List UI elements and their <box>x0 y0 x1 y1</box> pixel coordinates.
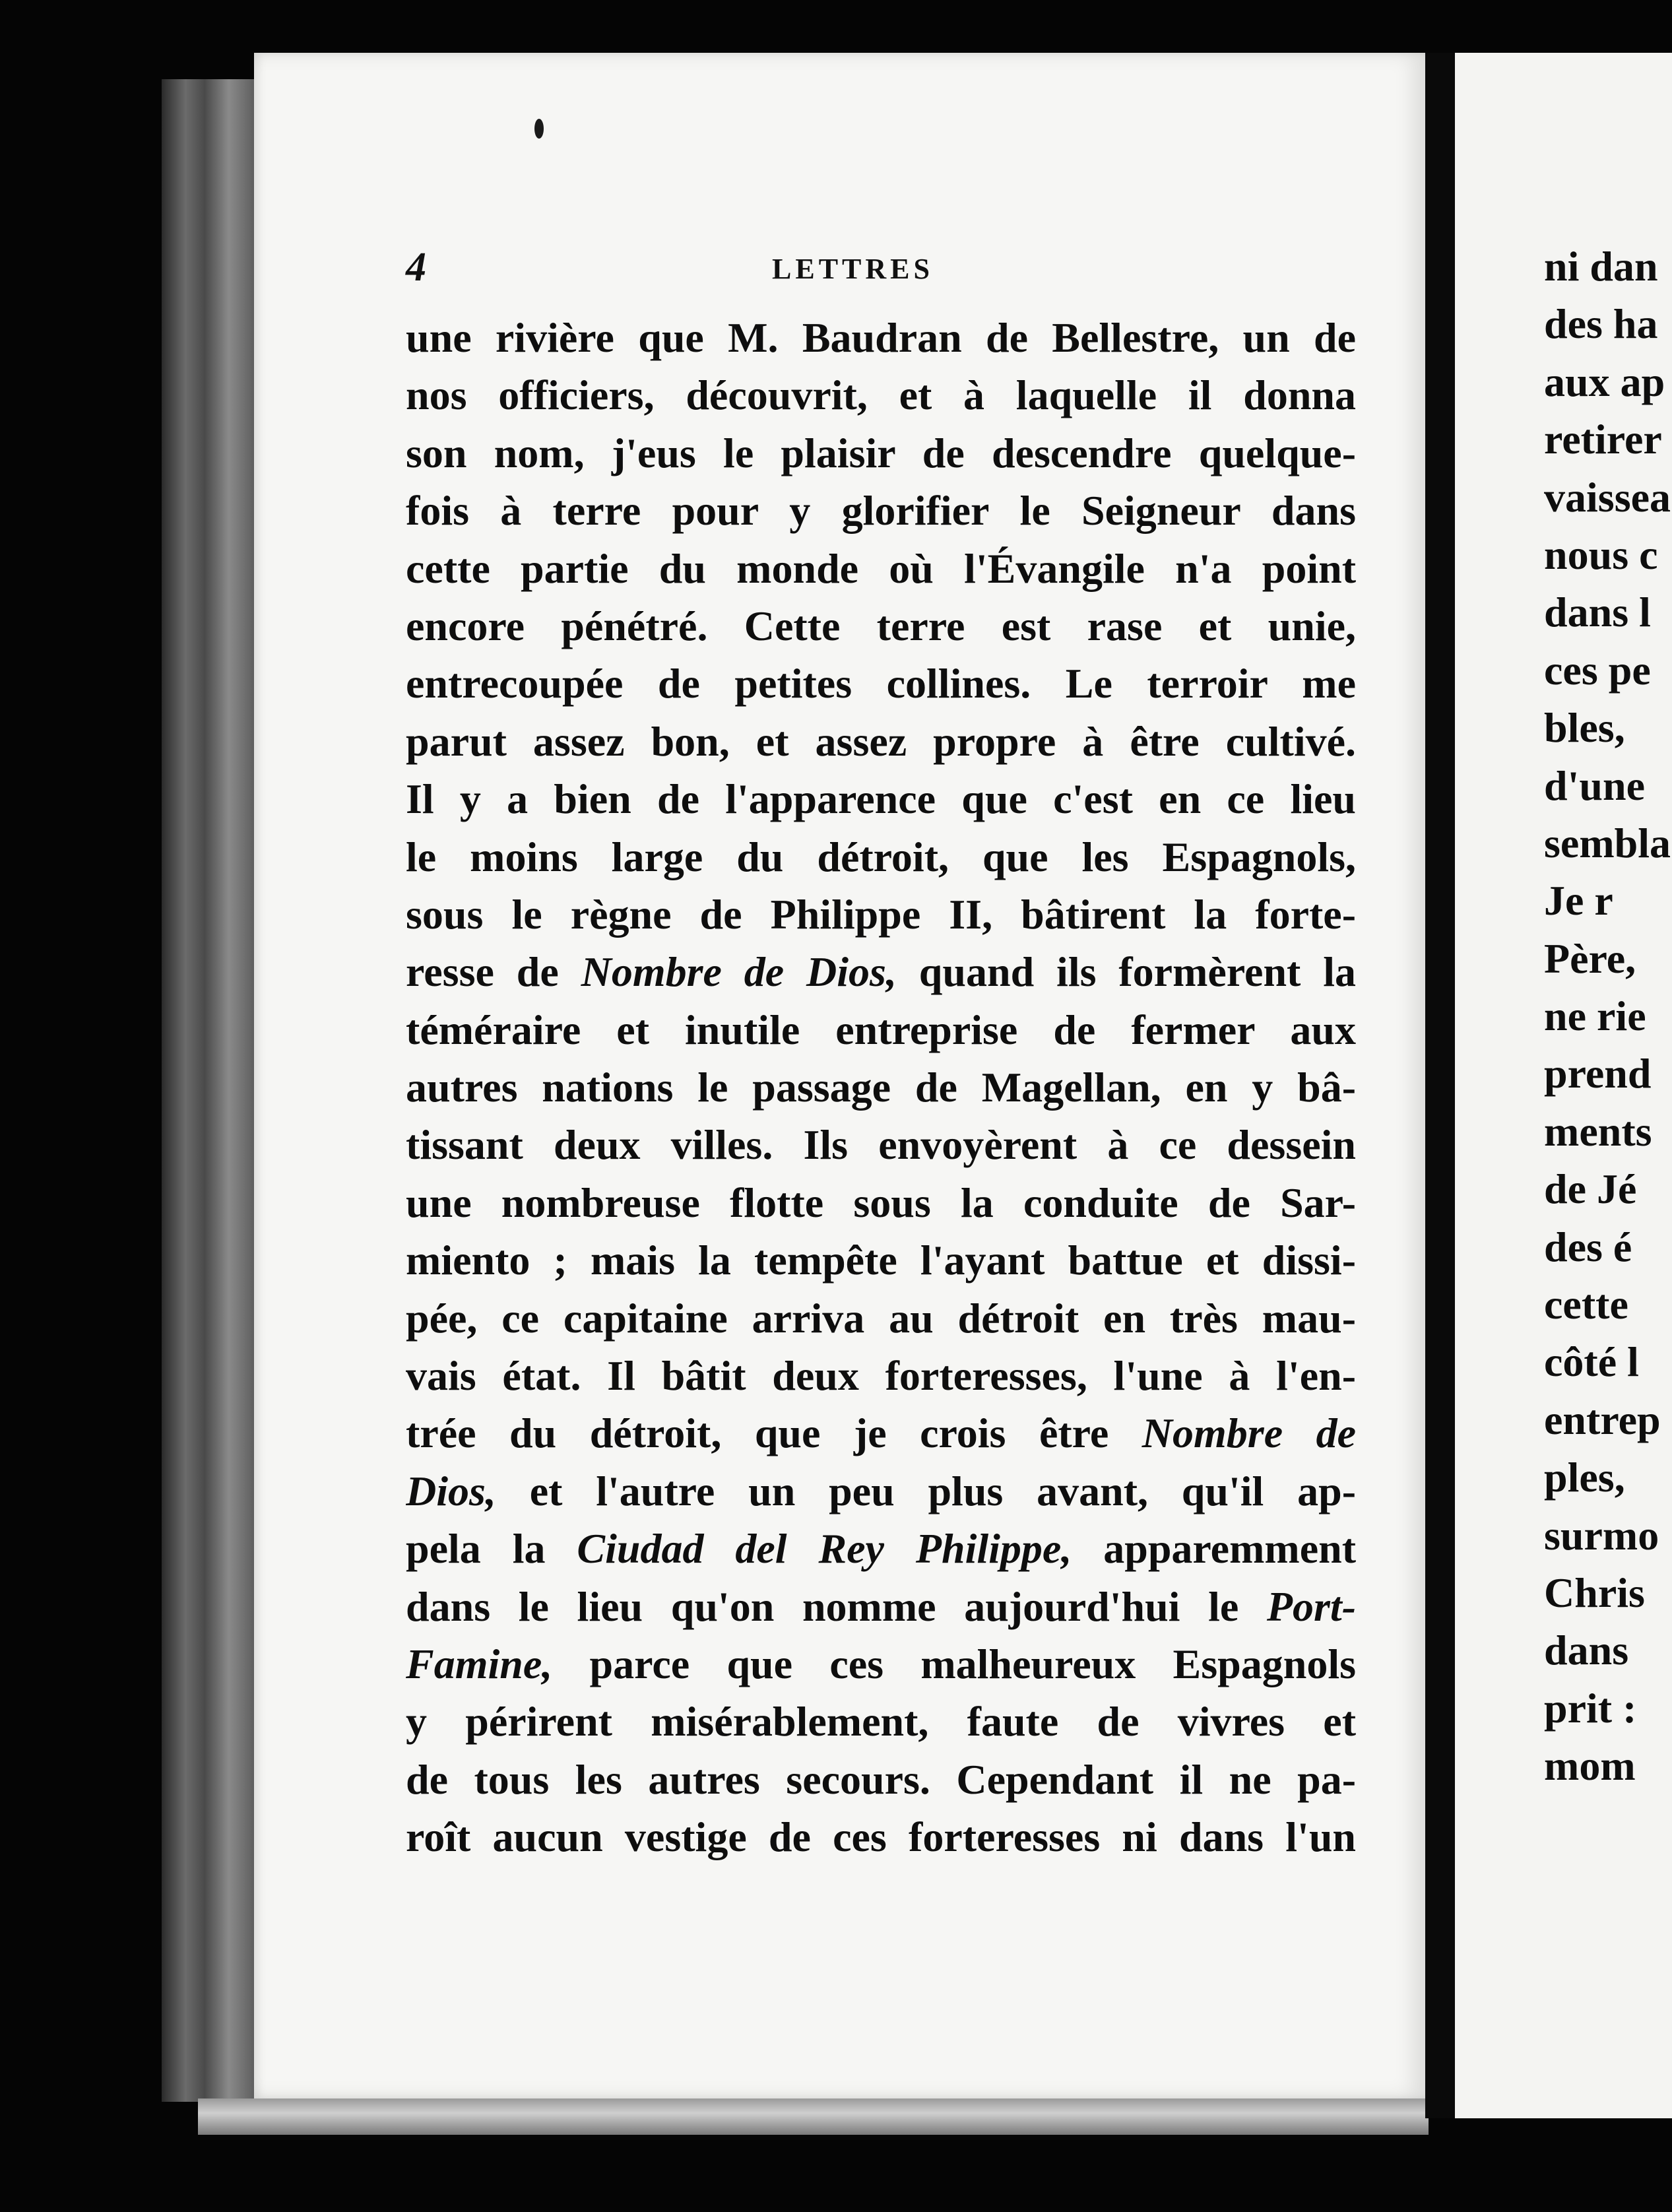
text-segment: de tous les autres secours. Cependant il ne pa- <box>406 1755 1356 1803</box>
italic-segment: Famine, <box>406 1640 553 1687</box>
italic-segment: Ciudad del Rey Philippe, <box>577 1525 1072 1573</box>
text-line <box>406 828 1356 886</box>
text-segment: une nombreuse flotte sous la conduite de Sar- <box>406 1179 1356 1226</box>
right-text-line: mom <box>1544 1742 1636 1790</box>
text-line <box>406 1751 1356 1808</box>
text-segment: resse de <box>406 948 581 996</box>
book-edge <box>162 79 257 2102</box>
text-segment: nos officiers, découvrit, et à laquelle il donna <box>406 372 1356 419</box>
italic-segment: Dios, <box>406 1467 496 1514</box>
left-page-text <box>406 309 1356 1866</box>
text-line <box>406 309 1356 366</box>
text-segment: apparemment <box>1072 1525 1356 1573</box>
text-segment: encore pénétré. Cette terre est rase et unie, <box>406 602 1356 649</box>
text-segment: parut assez bon, et assez propre à être cultivé. <box>406 717 1356 765</box>
text-line <box>406 1635 1356 1693</box>
running-head: LETTRES <box>772 253 934 285</box>
text-line <box>406 1404 1356 1462</box>
text-line <box>406 540 1356 597</box>
right-text-line: retirer <box>1544 416 1662 463</box>
text-line <box>406 1520 1356 1577</box>
text-line <box>406 770 1356 828</box>
right-text-line: dans <box>1544 1627 1629 1674</box>
text-line <box>406 1347 1356 1404</box>
right-text-line: Père, <box>1544 934 1636 982</box>
text-line <box>406 597 1356 655</box>
italic-segment: Port- <box>1266 1582 1356 1630</box>
right-text-line: prend <box>1544 1050 1652 1097</box>
ink-speck <box>534 119 544 139</box>
text-segment: trée du détroit, que je crois être <box>406 1410 1142 1457</box>
text-segment: entrecoupée de petites collines. Le terroir me <box>406 660 1356 707</box>
right-text-line: vaissea <box>1544 473 1671 521</box>
text-line <box>406 655 1356 712</box>
book-gutter <box>1425 53 1455 2118</box>
text-line <box>406 482 1356 539</box>
text-segment: le moins large du détroit, que les Espagnols, <box>406 833 1356 880</box>
text-segment: parce que ces malheureux Espagnols <box>552 1640 1356 1687</box>
right-text-line: ces pe <box>1544 646 1651 694</box>
right-text-line: des ha <box>1544 300 1658 348</box>
right-text-line: surmo <box>1544 1511 1659 1559</box>
right-text-line: Chris <box>1544 1569 1645 1616</box>
text-segment: cette partie du monde où l'Évangile n'a point <box>406 544 1356 592</box>
text-segment: pée, ce capitaine arriva au détroit en très mau- <box>406 1294 1356 1342</box>
right-text-line: prit : <box>1544 1684 1637 1732</box>
text-line <box>406 424 1356 482</box>
text-line <box>406 1808 1356 1866</box>
text-segment: Il y a bien de l'apparence que c'est en ce lieu <box>406 775 1356 823</box>
text-line <box>406 1693 1356 1750</box>
text-segment: pela la <box>406 1525 577 1573</box>
text-line <box>406 943 1356 1000</box>
page-header <box>406 244 1356 304</box>
right-text-line: côté l <box>1544 1338 1639 1386</box>
right-text-line: entrep <box>1544 1396 1661 1443</box>
text-segment: vais état. Il bâtit deux forteresses, l'une à l'en- <box>406 1352 1356 1400</box>
text-line <box>406 1058 1356 1116</box>
text-line <box>406 1001 1356 1058</box>
right-text-line: bles, <box>1544 704 1625 752</box>
text-segment: fois à terre pour y glorifier le Seigneur dans <box>406 487 1356 535</box>
right-text-line: nous c <box>1544 531 1658 578</box>
text-segment: autres nations le passage de Magellan, en y bâ- <box>406 1064 1356 1111</box>
text-line <box>406 886 1356 943</box>
text-segment: et l'autre un peu plus avant, qu'il ap- <box>496 1467 1356 1514</box>
right-text-line: cette <box>1544 1281 1628 1328</box>
text-segment: sous le règne de Philippe II, bâtirent la forte- <box>406 890 1356 938</box>
text-segment: y périrent misérablement, faute de vivres et <box>406 1698 1356 1745</box>
right-text-line: ments <box>1544 1107 1652 1155</box>
text-segment: dans le lieu qu'on nomme aujourd'hui le <box>406 1582 1267 1630</box>
page-number: 4 <box>406 245 426 290</box>
right-text-line: ne rie <box>1544 992 1646 1040</box>
right-text-line: ples, <box>1544 1454 1625 1501</box>
right-text-line: des é <box>1544 1223 1632 1270</box>
text-segment: téméraire et inutile entreprise de fermer aux <box>406 1006 1356 1053</box>
right-text-line: dans l <box>1544 589 1651 636</box>
right-text-line: ni dan <box>1544 243 1658 290</box>
text-line <box>406 1578 1356 1635</box>
right-text-line: sembla <box>1544 819 1671 866</box>
italic-segment: Nombre de <box>1141 1410 1356 1457</box>
text-segment: quand ils formèrent la <box>896 948 1356 996</box>
text-segment: roît aucun vestige de ces forteresses ni dans l'un <box>406 1813 1356 1861</box>
text-segment: son nom, j'eus le plaisir de descendre quelque- <box>406 429 1356 476</box>
italic-segment: Nombre de Dios, <box>581 948 897 996</box>
text-line <box>406 1116 1356 1173</box>
text-line <box>406 713 1356 770</box>
text-line <box>406 1174 1356 1231</box>
text-segment: une rivière que M. Baudran de Bellestre, un de <box>406 314 1356 361</box>
page-bottom-edge <box>198 2098 1429 2135</box>
text-line <box>406 366 1356 424</box>
text-line <box>406 1231 1356 1289</box>
text-segment: tissant deux villes. Ils envoyèrent à ce dessein <box>406 1121 1356 1169</box>
right-text-line: de Jé <box>1544 1165 1637 1213</box>
right-text-line: Je r <box>1544 877 1613 925</box>
right-text-line: d'une <box>1544 762 1645 809</box>
text-line <box>406 1289 1356 1347</box>
right-text-line: aux ap <box>1544 358 1665 405</box>
text-line <box>406 1462 1356 1520</box>
text-segment: miento ; mais la tempête l'ayant battue et dissi- <box>406 1237 1356 1284</box>
right-page-text <box>1544 238 1672 1795</box>
